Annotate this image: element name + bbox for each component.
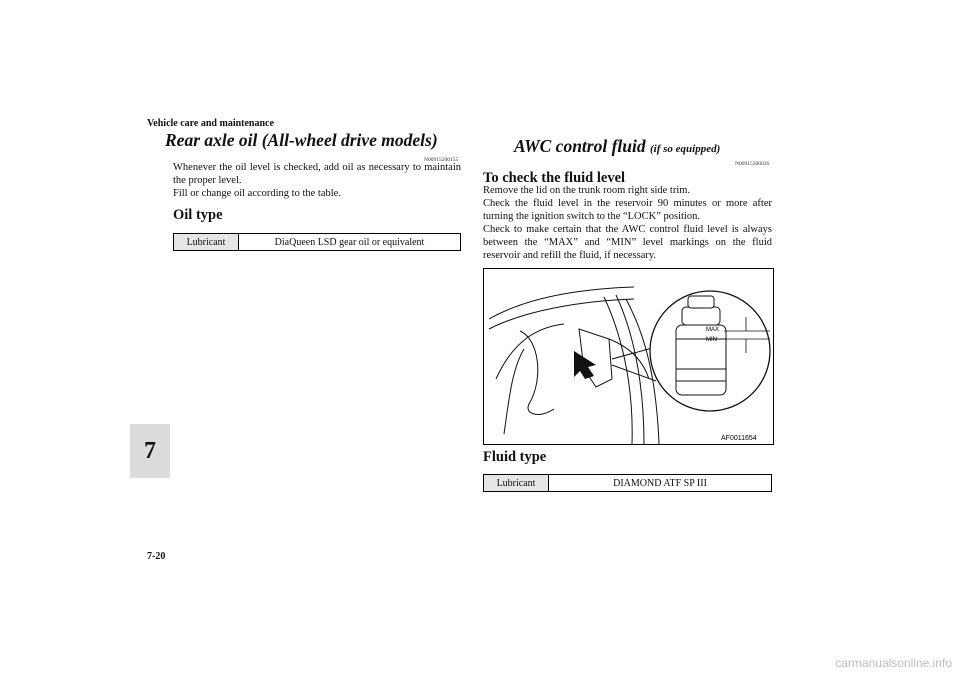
- page-number: 7-20: [147, 551, 166, 562]
- lubricant-value-cell: DIAMOND ATF SP III: [549, 475, 772, 492]
- lubricant-label-cell: Lubricant: [174, 234, 239, 251]
- awc-title-text: AWC control fluid: [514, 136, 646, 156]
- left-paragraph-1: Whenever the oil level is checked, add oil as necessary to maintain the proper level.: [173, 162, 461, 186]
- awc-control-fluid-title: [514, 136, 720, 157]
- section-header: Vehicle care and maintenance: [147, 118, 274, 129]
- lubricant-label-cell: Lubricant: [484, 475, 549, 492]
- min-label: MIN: [706, 337, 717, 343]
- fluid-type-table: [483, 474, 772, 492]
- awc-title-note: (if so equipped): [650, 143, 721, 155]
- table-row: [174, 234, 461, 251]
- check-fluid-level-heading: To check the fluid level: [483, 170, 626, 186]
- oil-type-table: [173, 233, 461, 251]
- max-label: MAX: [706, 327, 720, 333]
- left-paragraph-2: Fill or change oil according to the table.: [173, 188, 341, 199]
- reservoir-illustration: [484, 269, 773, 444]
- right-paragraph-2: Check the fluid level in the reservoir 90 minutes or more after turning the ignition switch to the “LOCK” position.: [483, 198, 772, 222]
- right-section-code: N00915300026: [735, 161, 770, 167]
- chapter-tab: 7: [130, 424, 170, 478]
- right-paragraph-3: Check to make certain that the AWC control fluid level is always between the “MAX” and “MIN” level markings on the fluid reservoir and refill the fluid, if necessary.: [483, 224, 772, 261]
- reservoir-figure: [483, 268, 774, 445]
- watermark: carmanualsonline.info: [835, 656, 952, 670]
- rear-axle-oil-title: Rear axle oil (All-wheel drive models): [165, 130, 438, 150]
- left-section-code: N00915200155: [424, 157, 459, 163]
- fluid-type-heading: Fluid type: [483, 449, 547, 465]
- table-row: [484, 475, 772, 492]
- arrow-icon: [574, 351, 596, 379]
- lubricant-value-cell: DiaQueen LSD gear oil or equivalent: [239, 234, 461, 251]
- figure-code: AF0011654: [721, 435, 757, 442]
- oil-type-heading: Oil type: [173, 207, 223, 223]
- right-paragraph-1: Remove the lid on the trunk room right side trim.: [483, 185, 691, 196]
